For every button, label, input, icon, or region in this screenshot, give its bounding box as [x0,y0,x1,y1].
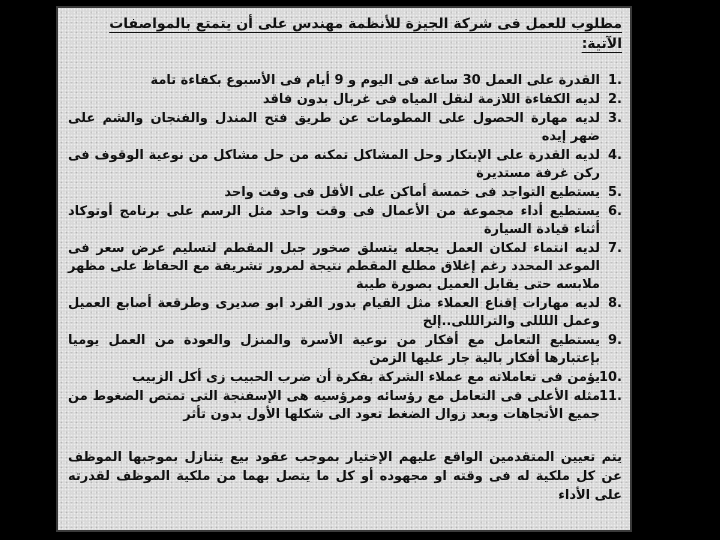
item-number: 9. [608,333,622,348]
item-text: يستطيع التعامل مع أفكار من نوعية الأسرة والمنزل والعودة من العمل يوميا بإعتبارها أفكار بالية جار عليها الزمن [68,333,600,366]
list-item [68,110,622,146]
item-text: يستطيع التواجد فى خمسة أماكن على الأقل فى وقت واحد [224,185,600,200]
item-text: القدرة على العمل 30 ساعة فى اليوم و 9 أيام فى الأسبوع بكفاءة تامة [150,73,600,88]
item-text: لديه القدرة على الإبتكار وحل المشاكل تمكنه من حل مشاكل من نوعية الوقوف فى ركن غرفة مستديرة [68,148,600,181]
item-number: 11. [598,389,622,404]
slide-panel [56,6,632,532]
list-item [68,72,622,90]
item-number: 10. [598,370,622,385]
item-text: لديه الكفاءة اللازمة لنقل المياه فى غربال بدون فاقد [262,92,600,107]
list-item [68,388,622,424]
item-number: 5. [608,185,622,200]
item-number: 3. [608,111,622,126]
item-number: 1. [608,73,622,88]
list-item [68,203,622,239]
item-number: 7. [608,241,622,256]
list-item [68,240,622,294]
list-item [68,332,622,368]
closing-paragraph: يتم تعيين المتقدمين الواقع عليهم الإختيار بموجب عقود بيع يتنازل بموجبها الموظف عن كل ملكية له فى وقته او مجهوده أو كل ما يتصل بهما من ملكية الموظف لقدرته على الأداء [68,450,622,503]
item-text: لديه مهارات إقناع العملاء مثل القيام بدور القرد ابو صديرى وطرقعة أصابع العميل وعمل اللللى والترالللى..إلخ [68,296,600,329]
page-title: مطلوب للعمل فى شركة الجيزة للأنظمة مهندس على أن يتمتع بالمواصفات الآتية: [109,16,622,52]
item-number: 6. [608,204,622,219]
list-item [68,184,622,202]
list-item [68,91,622,109]
list-item [68,147,622,183]
item-text: لديه مهارة الحصول على المطومات عن طريق فتح المندل والفنجان والشم على ضهر إيده [68,111,600,144]
item-text: يستطيع أداء مجموعة من الأعمال فى وقت واحد مثل الرسم على برنامج أوتوكاد أثناء قيادة السيارة [68,204,600,237]
item-number: 8. [608,296,622,311]
item-text: مثله الأعلى فى التعامل مع رؤسائه ومرؤسيه هى الإسفنجة التى تمتص الضغوط من جميع الأتجاهات وبعد زوال الضغط تعود الى شكلها الأول بدون تأثر [68,389,600,422]
document-content [68,14,622,505]
requirements-list [68,72,622,424]
item-number: 2. [608,92,622,107]
item-text: يؤمن فى تعاملاته مع عملاء الشركة بفكرة أن ضرب الحبيب زى أكل الزبيب [132,370,600,385]
item-number: 4. [608,148,622,163]
item-text: لديه انتماء لمكان العمل يجعله يتسلق صخور جبل المقطم لتسليم عرض سعر فى الموعد المحدد رغم إغلاق مطلع المقطم نتيجة لمرور تشريفة مع الحفاظ على مظهر ملابسه حتى يقابل العميل بصورة طيبة [68,241,600,292]
list-item [68,369,622,387]
list-item [68,295,622,331]
